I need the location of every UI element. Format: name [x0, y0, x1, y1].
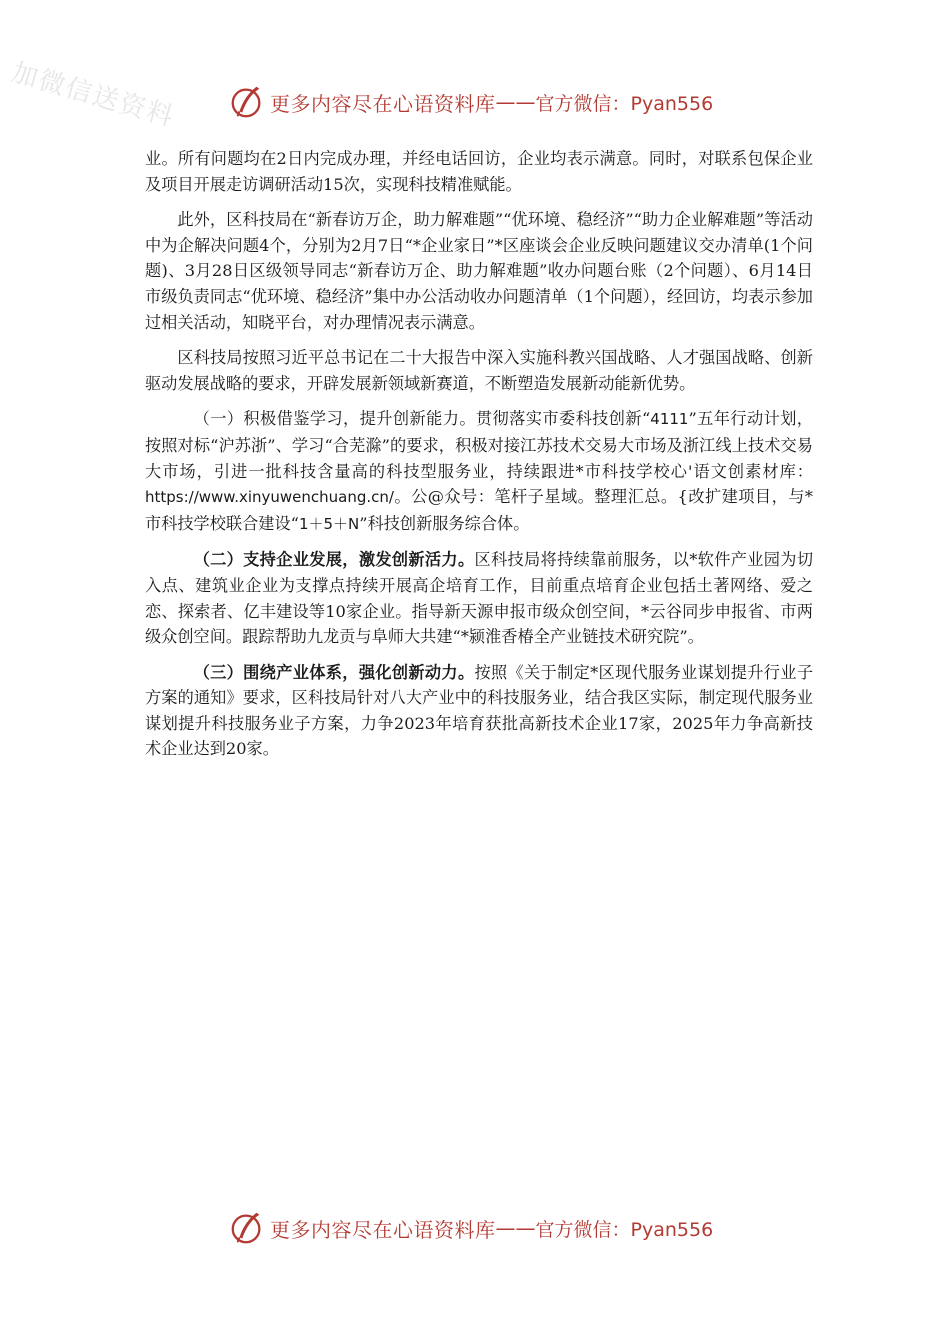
document-body	[145, 146, 813, 772]
quill-pen-logo-icon	[228, 1209, 266, 1247]
section-2-text: 区科技局将持续靠前服务，以*软件产业园为切入点、建筑业企业为支撑点持续开展高企培育工作，目前重点培育企业包括土著网络、爱之恋、探索者、亿丰建设等10家企业。指导新天源申报市级众创空间，*云谷同步申报省、市两级众创空间。跟踪帮助九龙贡与阜师大共建“*颍淮香椿全产业链技术研究院”。	[145, 550, 814, 647]
section-3-text: 按照《关于制定*区现代服务业谋划提升行业子方案的通知》要求，区科技局针对八大产业中的科技服务业，结合我区实际，制定现代服务业谋划提升科技服务业子方案，力争2023年培育获批高新技术企业17家，2025年力争高新技术企业达到20家。	[145, 662, 814, 759]
section-1-heading: （一）积极借鉴学习，提升创新能力。	[193, 409, 476, 429]
banner-title: 更多内容尽在心语资料库	[270, 1217, 496, 1242]
banner-wechat: 官方微信：Pyan556	[535, 1218, 714, 1241]
banner-dash: ——	[495, 90, 536, 114]
banner-title: 更多内容尽在心语资料库	[270, 91, 496, 116]
paragraph-2: 此外，区科技局在“新春访万企，助力解难题”“优环境、稳经济”“助力企业解难题”等活动中为企解决问题4个，分别为2月7日“*企业家日”*区座谈会企业反映问题建议交办清单(1个问题)、3月28日区级领导同志“新春访万企、助力解难题”收办问题台账（2个问题）、6月14日市级负责同志“优环境、稳经济”集中办公活动收办问题清单（1个问题），经回访，均表示参加过相关活动，知晓平台，对办理情况表示满意。	[145, 210, 813, 332]
paragraph-4	[145, 406, 813, 537]
plan-number: 4111	[650, 410, 689, 429]
watermark-text: 加微信送资料	[8, 57, 178, 133]
website-url[interactable]: https://www.xinyuwenchuang.cn/	[145, 488, 394, 507]
complex-formula: 1＋5＋N	[298, 514, 360, 533]
header-banner[interactable]	[228, 82, 748, 122]
banner-dash: ——	[495, 1216, 536, 1240]
paragraph-5	[145, 547, 813, 649]
section-1-text-a: 贯彻落实市委科技创新“	[475, 409, 651, 429]
section-1-text-c: 。公@众号：笔杆子星域。整理汇总。{改扩建项目，与*市科技学校联合建设“	[145, 487, 813, 533]
footer-banner[interactable]	[228, 1208, 748, 1248]
paragraph-6	[145, 660, 813, 762]
paragraph-3: 区科技局按照习近平总书记在二十大报告中深入实施科教兴国战略、人才强国战略、创新驱动发展战略的要求，开辟发展新领域新赛道，不断塑造发展新动能新优势。	[145, 348, 813, 393]
section-2-heading: （二）支持企业发展，激发创新活力。	[193, 550, 475, 570]
section-1-text-b: ”五年行动计划，按照对标“沪苏浙”、学习“合芜滁”的要求，积极对接江苏技术交易大市场及浙江线上技术交易大市场，引进一批科技含量高的科技型服务业，持续跟进*市科技学校心'语文创素材库：	[145, 409, 813, 481]
quill-pen-logo-icon	[228, 83, 266, 121]
banner-wechat: 官方微信：Pyan556	[535, 92, 714, 115]
paragraph-1: 业。所有问题均在2日内完成办理，并经电话回访，企业均表示满意。同时，对联系包保企业及项目开展走访调研活动15次，实现科技精准赋能。	[145, 149, 813, 194]
section-3-heading: （三）围绕产业体系，强化创新动力。	[193, 662, 475, 682]
section-1-text-d: ”科技创新服务综合体。	[359, 513, 530, 533]
